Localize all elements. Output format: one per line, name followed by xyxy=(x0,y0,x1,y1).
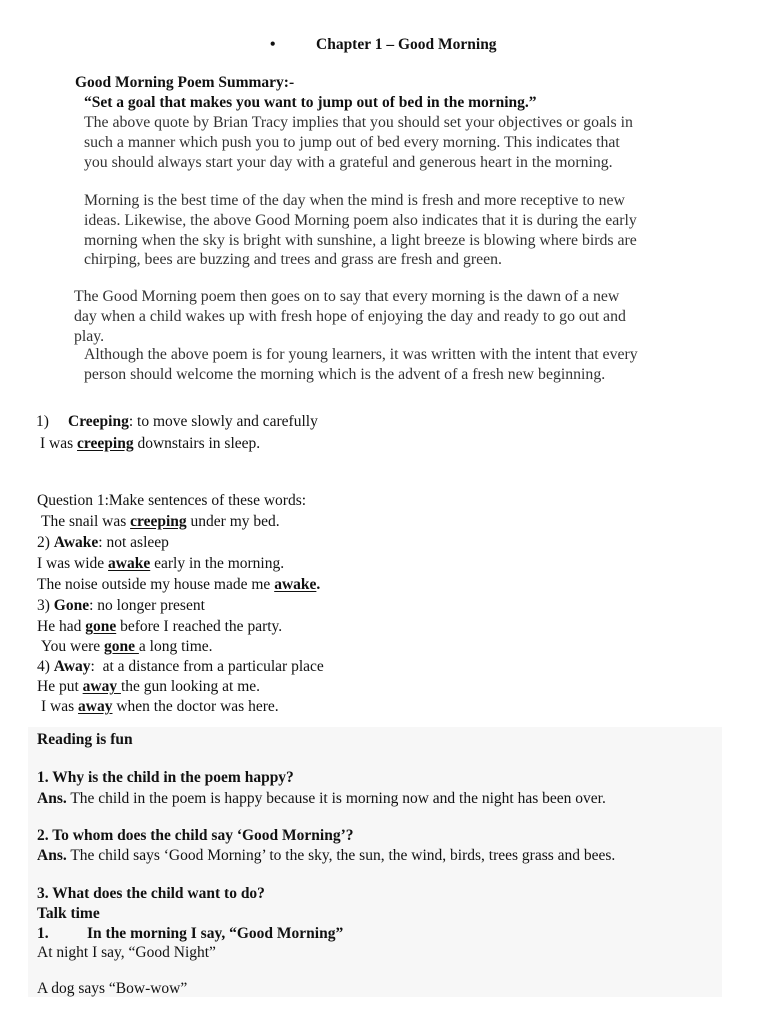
paragraph-line: day when a child wakes up with fresh hope of enjoying the day and ready to go out and xyxy=(74,307,626,325)
example-text: The noise outside my house made me xyxy=(37,576,275,593)
paragraph-line: chirping, bees are buzzing and trees and grass are fresh and green. xyxy=(84,251,502,269)
example-text: The snail was xyxy=(41,513,131,530)
vocab-definition: : not asleep xyxy=(98,534,169,551)
paragraph-line: Morning is the best time of the day when the mind is fresh and more receptive to new xyxy=(84,192,625,209)
talk-time-item-1 xyxy=(37,925,343,943)
vocab-word: Gone xyxy=(53,597,90,614)
example-text: early in the morning. xyxy=(150,555,285,572)
question-1-label: Question 1:Make sentences of these words: xyxy=(37,492,307,509)
item-number: 1. xyxy=(37,925,49,942)
example-text: I was xyxy=(40,435,78,452)
vocab-example xyxy=(37,555,284,573)
vocab-item-away xyxy=(37,658,324,676)
summary-paragraph-1 xyxy=(84,113,633,172)
vocab-example xyxy=(37,618,282,636)
example-keyword: gone xyxy=(104,638,139,655)
vocab-word: Awake xyxy=(53,534,99,551)
example-keyword: creeping xyxy=(77,435,134,452)
summary-paragraph-4 xyxy=(84,345,638,385)
answer-2 xyxy=(37,847,615,865)
summary-paragraph-2 xyxy=(84,191,637,270)
question-3: 3. What does the child want to do? xyxy=(37,885,265,902)
paragraph-line: The above quote by Brian Tracy implies that you should set your objectives or goals in xyxy=(84,114,633,131)
example-text: a long time. xyxy=(138,638,213,655)
vocab-example xyxy=(37,678,260,696)
example-text: You were xyxy=(41,638,105,655)
answer-label: Ans. xyxy=(37,847,67,864)
paragraph-line: you should always start your day with a grateful and generous heart in the morning. xyxy=(84,153,613,171)
example-text: when the doctor was here. xyxy=(112,698,279,715)
example-keyword: creeping xyxy=(130,513,187,530)
paragraph-line: morning when the sky is bright with sunshine, a light breeze is blowing where birds are xyxy=(84,231,637,249)
example-text: He put xyxy=(37,678,83,695)
example-text: . xyxy=(316,576,321,593)
vocab-number: 1) xyxy=(36,413,49,430)
example-text: before I reached the party. xyxy=(116,618,283,635)
example-keyword: awake xyxy=(108,555,151,572)
brian-tracy-quote: “Set a goal that makes you want to jump out of bed in the morning.” xyxy=(84,94,537,111)
vocab-example xyxy=(40,435,260,453)
example-text: I was wide xyxy=(37,555,109,572)
question-2: 2. To whom does the child say ‘Good Morning’? xyxy=(37,827,354,844)
answer-1 xyxy=(37,790,606,808)
answer-text: The child in the poem is happy because it is morning now and the night has been over. xyxy=(66,790,606,807)
vocab-item-creeping xyxy=(36,413,318,431)
bullet-icon: • xyxy=(270,36,276,53)
example-keyword: gone xyxy=(85,618,117,635)
vocab-example xyxy=(41,513,280,531)
answer-text: The child says ‘Good Morning’ to the sky, the sun, the wind, birds, trees grass and bees. xyxy=(66,847,616,864)
paragraph-line: ideas. Likewise, the above Good Morning poem also indicates that it is during the early xyxy=(84,211,637,229)
paragraph-line: person should welcome the morning which is the advent of a fresh new beginning. xyxy=(84,365,606,383)
night-line: At night I say, “Good Night” xyxy=(37,944,216,961)
summary-heading: Good Morning Poem Summary:- xyxy=(75,74,295,91)
vocab-example xyxy=(41,698,279,716)
example-keyword: away xyxy=(82,678,121,695)
example-keyword: away xyxy=(78,698,113,715)
vocab-number: 4) xyxy=(37,658,54,675)
vocab-word: Creeping xyxy=(68,413,129,430)
chapter-title: Chapter 1 – Good Morning xyxy=(316,36,497,53)
example-text: the gun looking at me. xyxy=(120,678,261,695)
vocab-item-gone xyxy=(37,597,205,615)
example-keyword: awake xyxy=(274,576,317,593)
vocab-word: Away xyxy=(53,658,91,675)
paragraph-line: Although the above poem is for young learners, it was written with the intent that every xyxy=(84,346,638,363)
example-text: I was xyxy=(41,698,79,715)
vocab-example xyxy=(41,638,213,656)
paragraph-line: play. xyxy=(74,327,105,345)
answer-label: Ans. xyxy=(37,790,67,807)
question-1: 1. Why is the child in the poem happy? xyxy=(37,769,294,786)
vocab-number: 2) xyxy=(37,534,54,551)
example-text: downstairs in sleep. xyxy=(133,435,261,452)
vocab-item-awake xyxy=(37,534,169,552)
summary-paragraph-3 xyxy=(74,287,626,346)
paragraph-line: such a manner which push you to jump out of bed every morning. This indicates that xyxy=(84,133,620,151)
paragraph-line: The Good Morning poem then goes on to say that every morning is the dawn of a new xyxy=(74,288,620,305)
talk-time-heading: Talk time xyxy=(37,905,100,922)
vocab-definition: : to move slowly and carefully xyxy=(128,413,318,430)
reading-heading: Reading is fun xyxy=(37,731,133,748)
vocab-definition: : no longer present xyxy=(89,597,205,614)
example-text: under my bed. xyxy=(186,513,280,530)
dog-line: A dog says “Bow-wow” xyxy=(37,980,188,997)
vocab-definition: : at a distance from a particular place xyxy=(90,658,324,675)
item-text: In the morning I say, “Good Morning” xyxy=(87,925,344,942)
vocab-number: 3) xyxy=(37,597,54,614)
example-text: He had xyxy=(37,618,86,635)
vocab-example xyxy=(37,576,320,594)
chapter-title-row xyxy=(270,36,497,54)
